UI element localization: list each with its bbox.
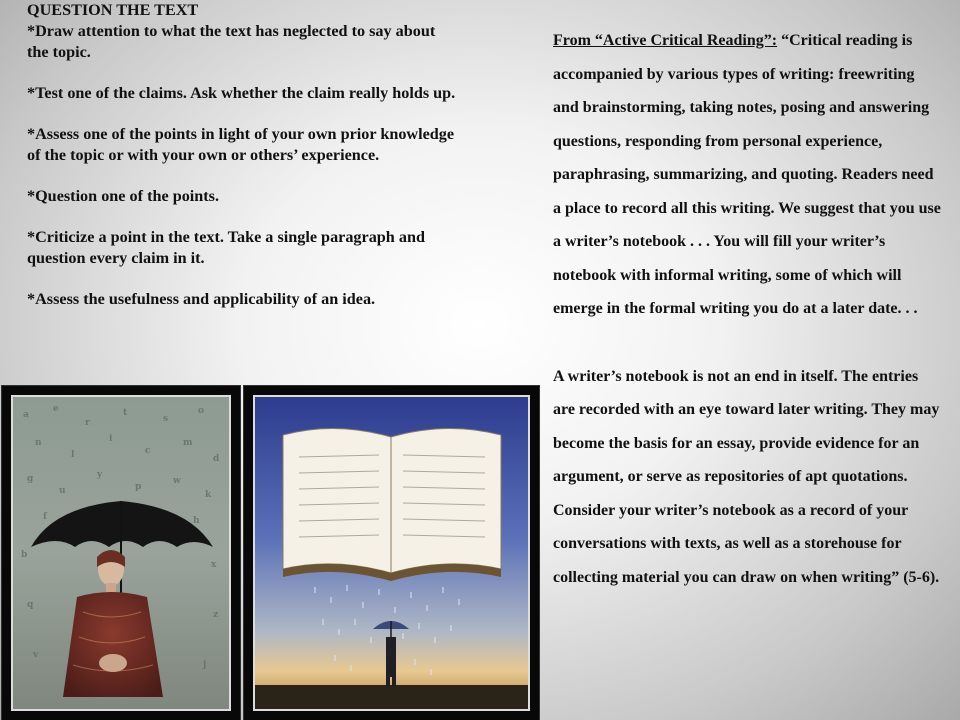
- list-item: *Question one of the points.: [27, 187, 220, 205]
- svg-text:i: i: [109, 434, 113, 444]
- left-painting-frame: [2, 386, 240, 720]
- svg-text:h: h: [193, 516, 200, 526]
- question-the-text-section: [27, 0, 457, 330]
- svg-text:j: j: [203, 660, 207, 670]
- list-item: *Draw attention to what the text has neglected to say about the topic.: [27, 22, 436, 61]
- svg-text:u: u: [59, 486, 66, 496]
- svg-text:a: a: [23, 410, 29, 420]
- svg-text:w: w: [173, 476, 181, 486]
- list-item: *Assess one of the points in light of your own prior knowledge of the topic or with your own or others’ experience.: [27, 125, 455, 164]
- svg-text:g: g: [27, 474, 34, 484]
- quote-paragraph-1: [553, 24, 943, 326]
- svg-text:d: d: [213, 454, 220, 464]
- svg-text:c: c: [145, 446, 151, 456]
- raining-book-image: [255, 397, 528, 709]
- right-painting: [253, 395, 530, 711]
- svg-text:x: x: [211, 560, 217, 570]
- source-label: From “Active Critical Reading”:: [553, 32, 778, 49]
- left-painting: [11, 395, 231, 711]
- svg-text:b: b: [21, 550, 28, 560]
- svg-text:z: z: [213, 610, 219, 620]
- quotation-section: [553, 24, 943, 594]
- quote-text-1: “Critical reading is accompanied by various types of writing: freewriting and brainstorming, taking notes, posing and answering questions, responding from personal experience, paraphrasing, summarizing, and quoting. Readers need a place to record all this writing. We suggest that you use a writer’s notebook . . . You will fill your writer’s notebook with informal writing, some of which will emerge in the formal writing you do at a later date. . .: [553, 32, 941, 317]
- svg-text:q: q: [27, 600, 34, 610]
- svg-text:f: f: [43, 512, 47, 522]
- svg-text:n: n: [35, 438, 42, 448]
- list-item: *Test one of the claims. Ask whether the claim really holds up.: [27, 84, 456, 102]
- svg-text:l: l: [71, 450, 75, 460]
- right-painting-frame: [244, 386, 539, 720]
- svg-text:e: e: [53, 404, 59, 414]
- list-item: *Assess the usefulness and applicability of an idea.: [27, 290, 376, 308]
- svg-text:m: m: [183, 438, 193, 448]
- svg-text:y: y: [97, 470, 103, 480]
- quote-paragraph-2: A writer’s notebook is not an end in itself. The entries are recorded with an eye toward later writing. They may become the basis for an essay, provide evidence for an argument, or serve as repositories of apt quotations. Consider your writer’s notebook as a record of your conversations with texts, as well as a storehouse for collecting material you can draw on when writing” (5-6).: [553, 367, 940, 586]
- svg-text:s: s: [163, 414, 169, 424]
- svg-text:r: r: [85, 418, 90, 428]
- svg-text:v: v: [33, 650, 39, 660]
- svg-text:o: o: [198, 406, 205, 416]
- list-item: *Criticize a point in the text. Take a single paragraph and question every claim in it.: [27, 228, 425, 267]
- svg-text:t: t: [123, 408, 128, 418]
- svg-text:k: k: [205, 490, 212, 500]
- section-heading: QUESTION THE TEXT: [27, 1, 199, 19]
- svg-text:p: p: [135, 482, 142, 492]
- umbrella-woman-image: [13, 397, 229, 709]
